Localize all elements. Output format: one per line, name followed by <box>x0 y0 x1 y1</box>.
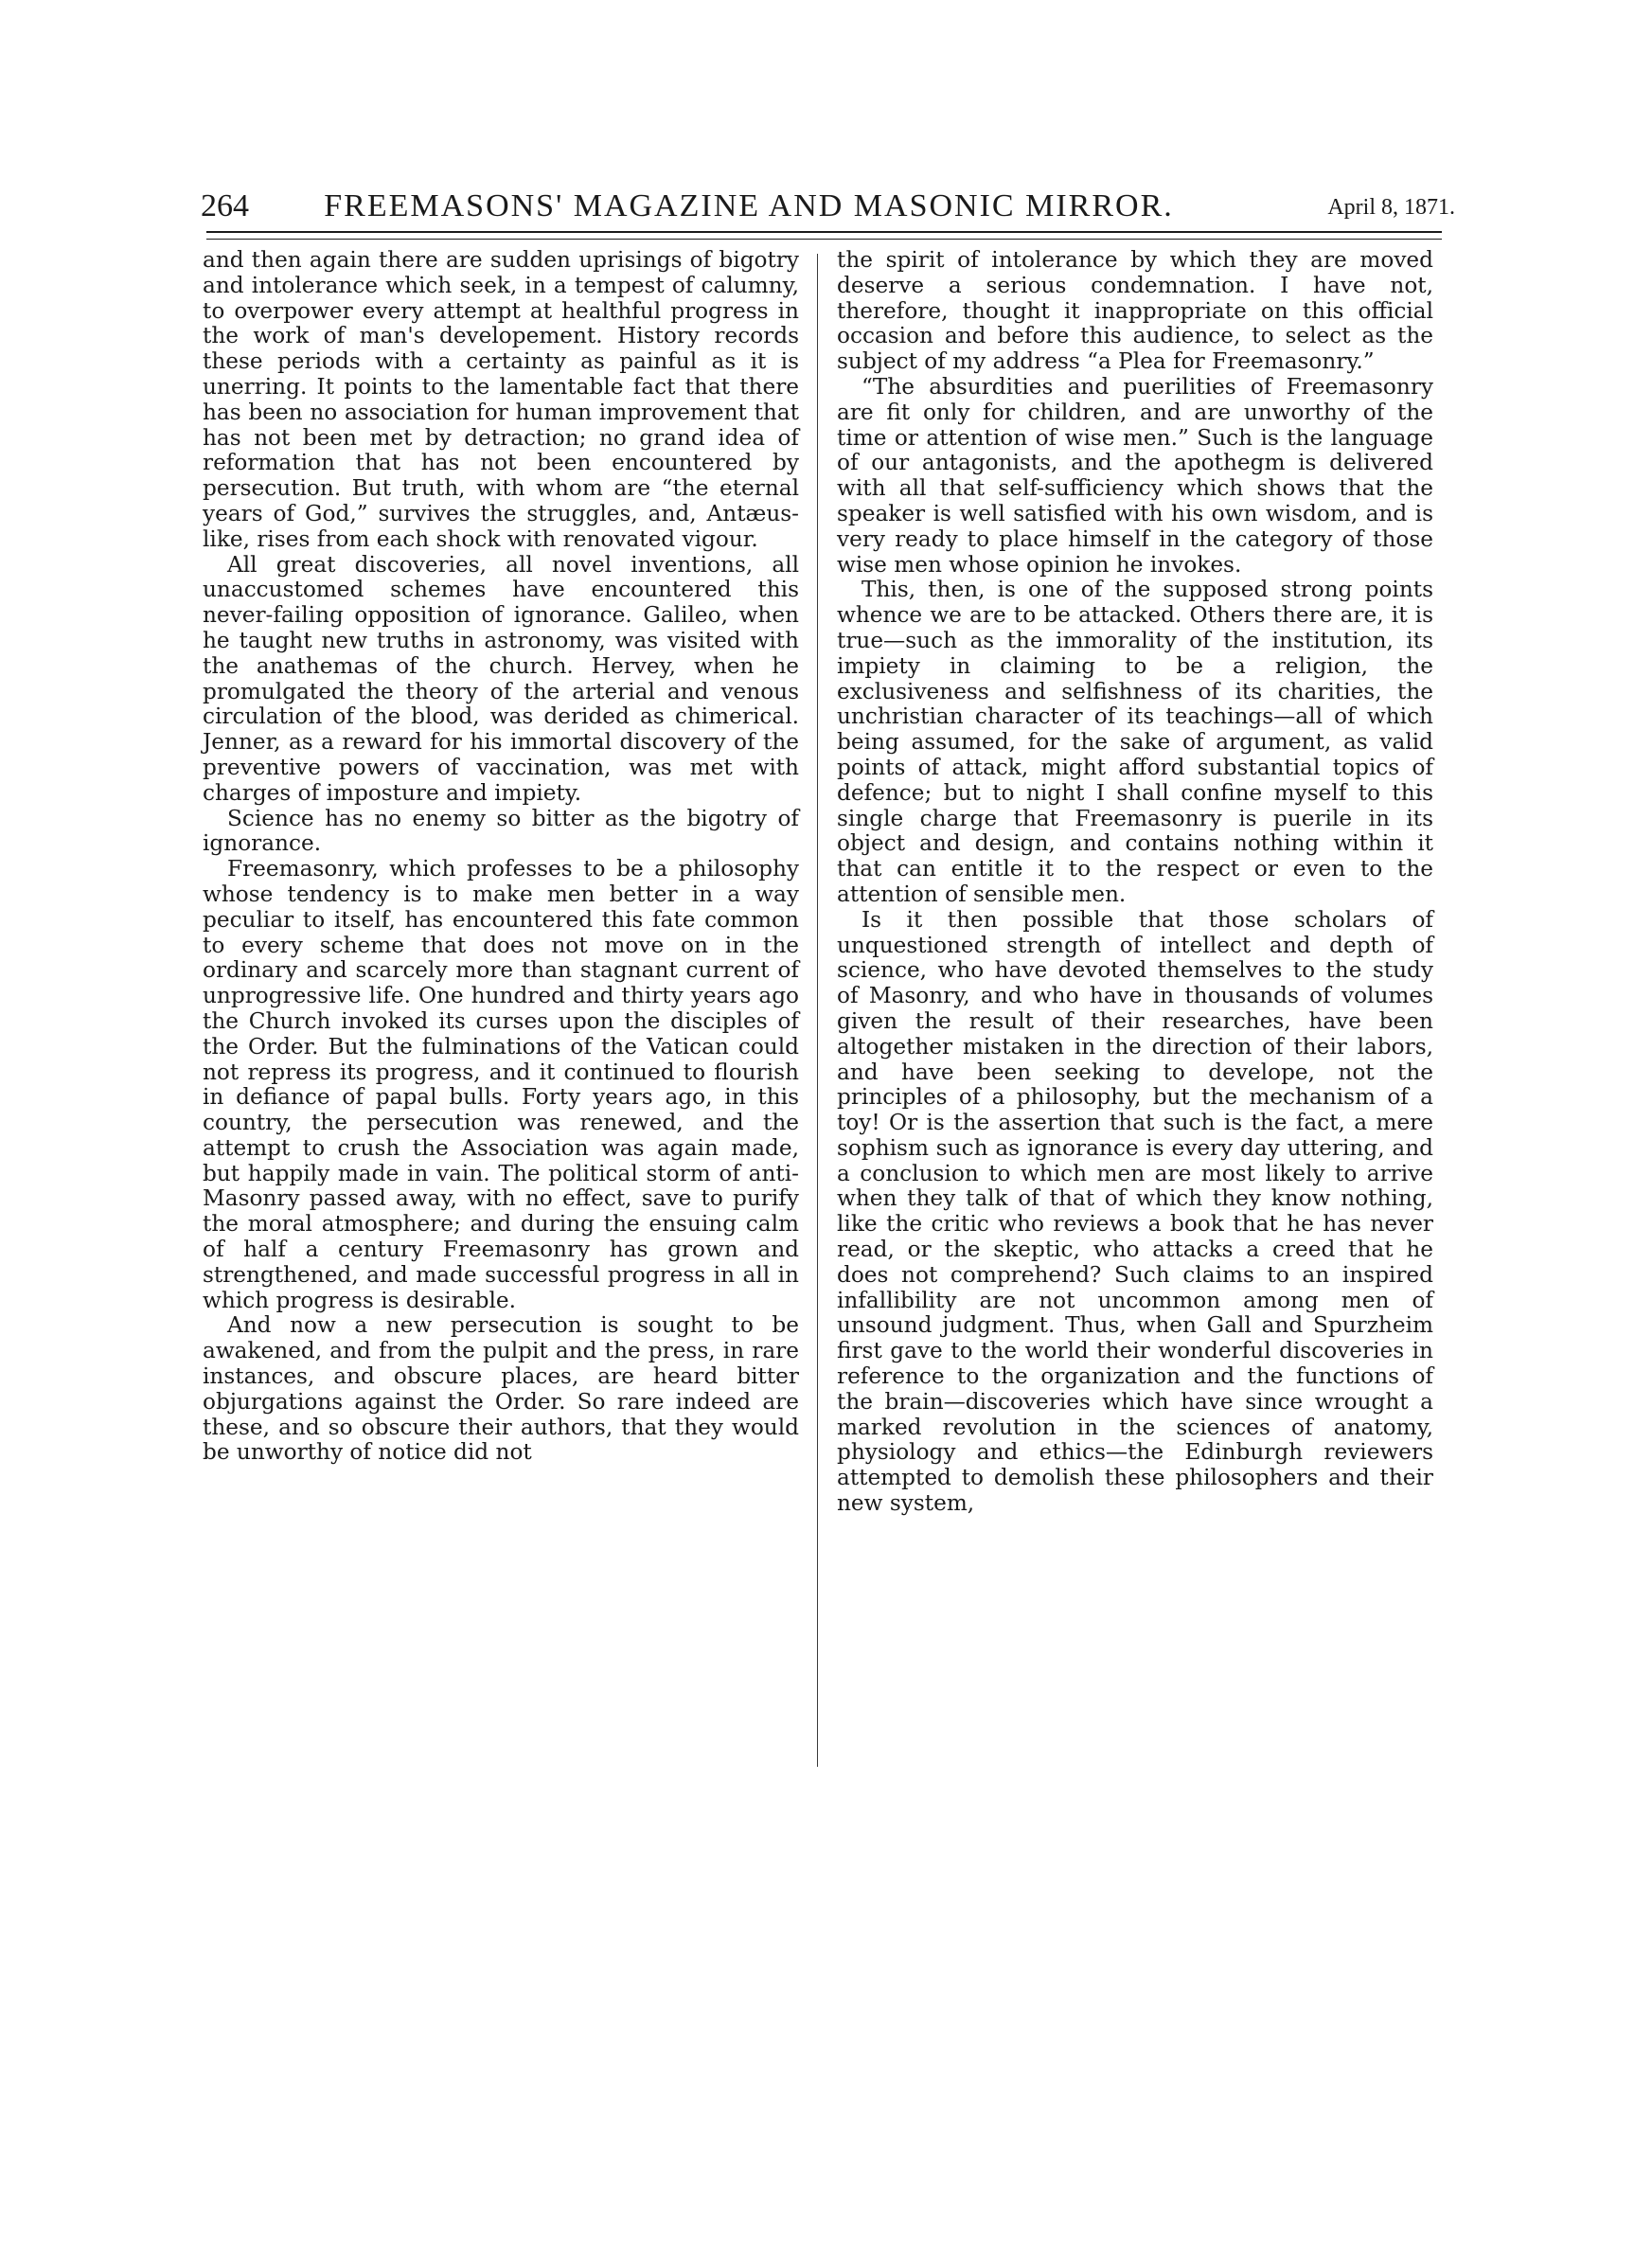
page-header <box>201 186 1455 233</box>
page-number: 264 <box>201 188 249 223</box>
paragraph: Is it then possible that those scholars of unquestioned strength of intellect and depth of science, who have devoted themselves to the study of Masonry, and who have in thousands of volumes given the result of their researches, have been altogether mistaken in the direction of their labors, and have been seeking to develope, not the principles of a philosophy, but the mechanism of a toy! Or is the assertion that such is the fact, a mere sophism such as ignorance is every day uttering, and a conclusion to which men are most likely to arrive when they talk of that of which they know nothing, like the critic who reviews a book that he has never read, or the skeptic, who attacks a creed that he does not comprehend? Such claims to an inspired infallibility are not uncommon among men of unsound judgment. Thus, when Gall and Spurzheim first gave to the world their wonderful discoveries in reference to the organization and the functions of the brain—discoveries which have since wrought a marked revolution in the sciences of anatomy, physiology and ethics—the Edinburgh reviewers attempted to demolish these philosophers and their new system, <box>837 906 1433 1517</box>
issue-date: April 8, 1871. <box>1327 195 1455 220</box>
paragraph: All great discoveries, all novel inventions, all unaccustomed schemes have encountered this never-failing opposition of ignorance. Galileo, when he taught new truths in astronomy, was visited with the anathemas of the church. Hervey, when he promulgated the theory of the arterial and venous circulation of the blood, was derided as chimerical. Jenner, as a reward for his immortal discovery of the preventive powers of vaccination, was met with charges of imposture and impiety. <box>203 551 799 806</box>
paragraph: the spirit of intolerance by which they are moved deserve a serious condemnation. I have not, therefore, thought it inappropriate on this official occasion and before this audience, to select as the subject of my address “a Plea for Freemasonry.” <box>837 247 1433 375</box>
paragraph: This, then, is one of the supposed strong points whence we are to be attacked. Others there are, it is true—such as the immorality of the institution, its impiety in claiming to be a religion, the exclusiveness and selfishness of its charities, the unchristian character of its teachings—all of which being assumed, for the sake of argument, as valid points of attack, might afford substantial topics of defence; but to night I shall confine myself to this single charge that Freemasonry is puerile in its object and design, and contains nothing within it that can entitle it to the respect or even to the attention of sensible men. <box>837 577 1433 907</box>
running-title: FREEMASONS' MAGAZINE AND MASONIC MIRROR. <box>324 188 1174 223</box>
paragraph: Science has no enemy so bitter as the bigotry of ignorance. <box>203 805 799 857</box>
paragraph: Freemasonry, which professes to be a philosophy whose tendency is to make men better in a way peculiar to itself, has encountered this fate common to every scheme that does not move on in the ordinary and scarcely more than stagnant current of unprogressive life. One hundred and thirty years ago the Church invoked its curses upon the disciples of the Order. But the fulminations of the Vatican could not repress its progress, and it continued to flourish in defiance of papal bulls. Forty years ago, in this country, the persecution was renewed, and the attempt to crush the Association was again made, but happily made in vain. The political storm of anti-Masonry passed away, with no effect, save to purify the moral atmosphere; and during the ensuing calm of half a century Freemasonry has grown and strengthened, and made successful progress in all in which progress is desirable. <box>203 856 799 1313</box>
paragraph: And now a new persecution is sought to be awakened, and from the pulpit and the press, in rare instances, and obscure places, are heard bitter objurgations against the Order. So rare indeed are these, and so obscure their authors, that they would be unworthy of notice did not <box>203 1312 799 1466</box>
paragraph: and then again there are sudden uprisings of bigotry and intolerance which seek, in a tempest of calumny, to overpower every attempt at healthful progress in the work of man's developement. History records these periods with a certainty as painful as it is unerring. It points to the lamentable fact that there has been no association for human improvement that has not been met by detraction; no grand idea of reformation that has not been encountered by persecution. But truth, with whom are “the eternal years of God,” survives the struggles, and, Antæus-like, rises from each shock with renovated vigour. <box>203 247 799 552</box>
column-divider <box>817 254 818 1767</box>
right-column <box>837 248 1433 1517</box>
left-column <box>203 248 799 1466</box>
header-rule-thick <box>206 231 1442 233</box>
paragraph: “The absurdities and puerilities of Freemasonry are fit only for children, and are unworthy of the time or attention of wise men.” Such is the language of our antagonists, and the apothegm is delivered with all that self-sufficiency which shows that the speaker is well satisfied with his own wisdom, and is very ready to place himself in the category of those wise men whose opinion he invokes. <box>837 373 1433 578</box>
header-rule-thin <box>206 239 1442 240</box>
